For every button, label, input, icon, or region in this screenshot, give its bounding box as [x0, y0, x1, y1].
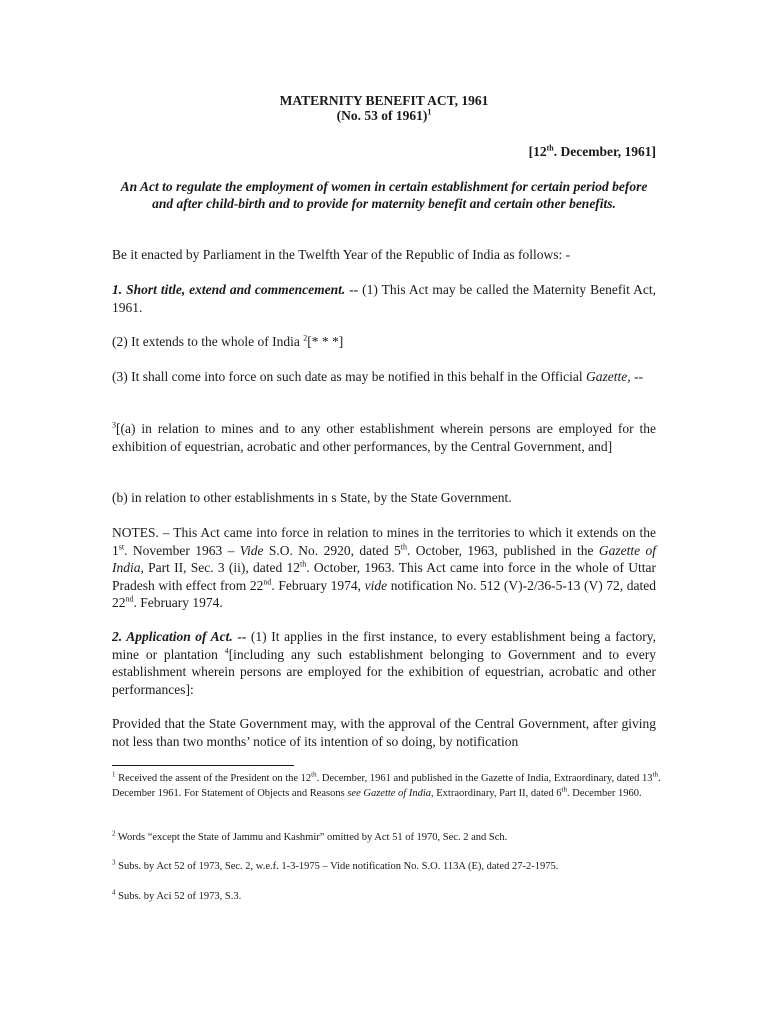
footnote-ref[interactable]: 2: [303, 333, 308, 343]
footnote-ref[interactable]: 3: [112, 420, 116, 430]
footnote-4: $^4$ Subs. by Aci 52 of 1973, S.3.: [112, 888, 242, 902]
section-1-clause-a: $^3$[(a) in relation to mines and to any other establishment wherein persons are employed for the exhibition of equestrian, acrobatic and other performances, by the Central Government, and]: [112, 420, 656, 454]
section-1-sub-3: (3) It shall come into force on such date as may be notified in this behalf in the Official Gazette, --: [112, 369, 643, 384]
notes-paragraph: NOTES. – This Act came into force in relation to mines in the territories to which it extends on the 1st. November 1963 – Vide S.O. No. 2920, dated 5th. October, 1963, published in the Gazette of India, Part II, Sec. 3 (ii), dated 12th. October, 1963. This Act came into force in the whole of Uttar Pradesh with effect from 22nd. February 1974, vide notification No. 512 (V)-2/36-5-13 (V) 72, dated 22nd. February 1974.: [112, 525, 657, 610]
act-date: [12th. December, 1961]: [528, 143, 656, 159]
act-title: MATERNITY BENEFIT ACT, 1961: [279, 93, 489, 108]
section-1-clause-b: (b) in relation to other establishments in s State, by the State Government.: [112, 490, 512, 505]
footnote-ref[interactable]: 1: [427, 107, 432, 117]
footnote-1: $^1$ Received the assent of the President on the 12th. December, 1961 and published in the Gazette of India, Extraordinary, dated 13th. December 1961. For Statement of Objects and Reasons see Gazette of India, Extraordinary, Part II, dated 6th. December 1960.: [112, 770, 661, 799]
proviso-paragraph: Provided that the State Government may, with the approval of the Central Government, after giving not less than two months’ notice of its intention of so doing, by notification: [112, 716, 656, 749]
section-2-paragraph: 2. Application of Act. -- (1) It applies in the first instance, to every establishment being a factory, mine or plantation $^4$[including any such establishment belonging to Government and to every establishment wherein persons are employed for the exhibition of equestrian, acrobatic and other performances]:: [112, 629, 656, 697]
act-number: (No. 53 of 1961)$^1$: [336, 107, 432, 123]
footnote-ref[interactable]: 4: [224, 646, 229, 655]
enacting-clause: Be it enacted by Parliament in the Twelfth Year of the Republic of India as follows: -: [112, 247, 571, 262]
section-1-heading: 1. Short title, extend and commencement. --: [112, 282, 359, 297]
footnote-2: $^2$ Words “except the State of Jammu and Kashmir” omitted by Act 51 of 1970, Sec. 2 and Sch.: [112, 829, 508, 843]
long-title: An Act to regulate the employment of women in certain establishment for certain period before and after child-birth and to provide for maternity benefit and certain other benefits.: [120, 179, 648, 211]
footnote-3: $^3$ Subs. by Act 52 of 1973, Sec. 2, w.e.f. 1-3-1975 – Vide notification No. S.O. 113A (E), dated 27-2-1975.: [112, 858, 559, 872]
section-1-sub-1: 1. Short title, extend and commencement. -- (1) This Act may be called the Maternity Benefit Act, 1961.: [112, 282, 656, 315]
section-2-heading: 2. Application of Act. --: [112, 629, 247, 644]
footnote-divider: [112, 765, 294, 766]
section-1-sub-2: (2) It extends to the whole of India $^2$[* * *]: [112, 333, 344, 349]
